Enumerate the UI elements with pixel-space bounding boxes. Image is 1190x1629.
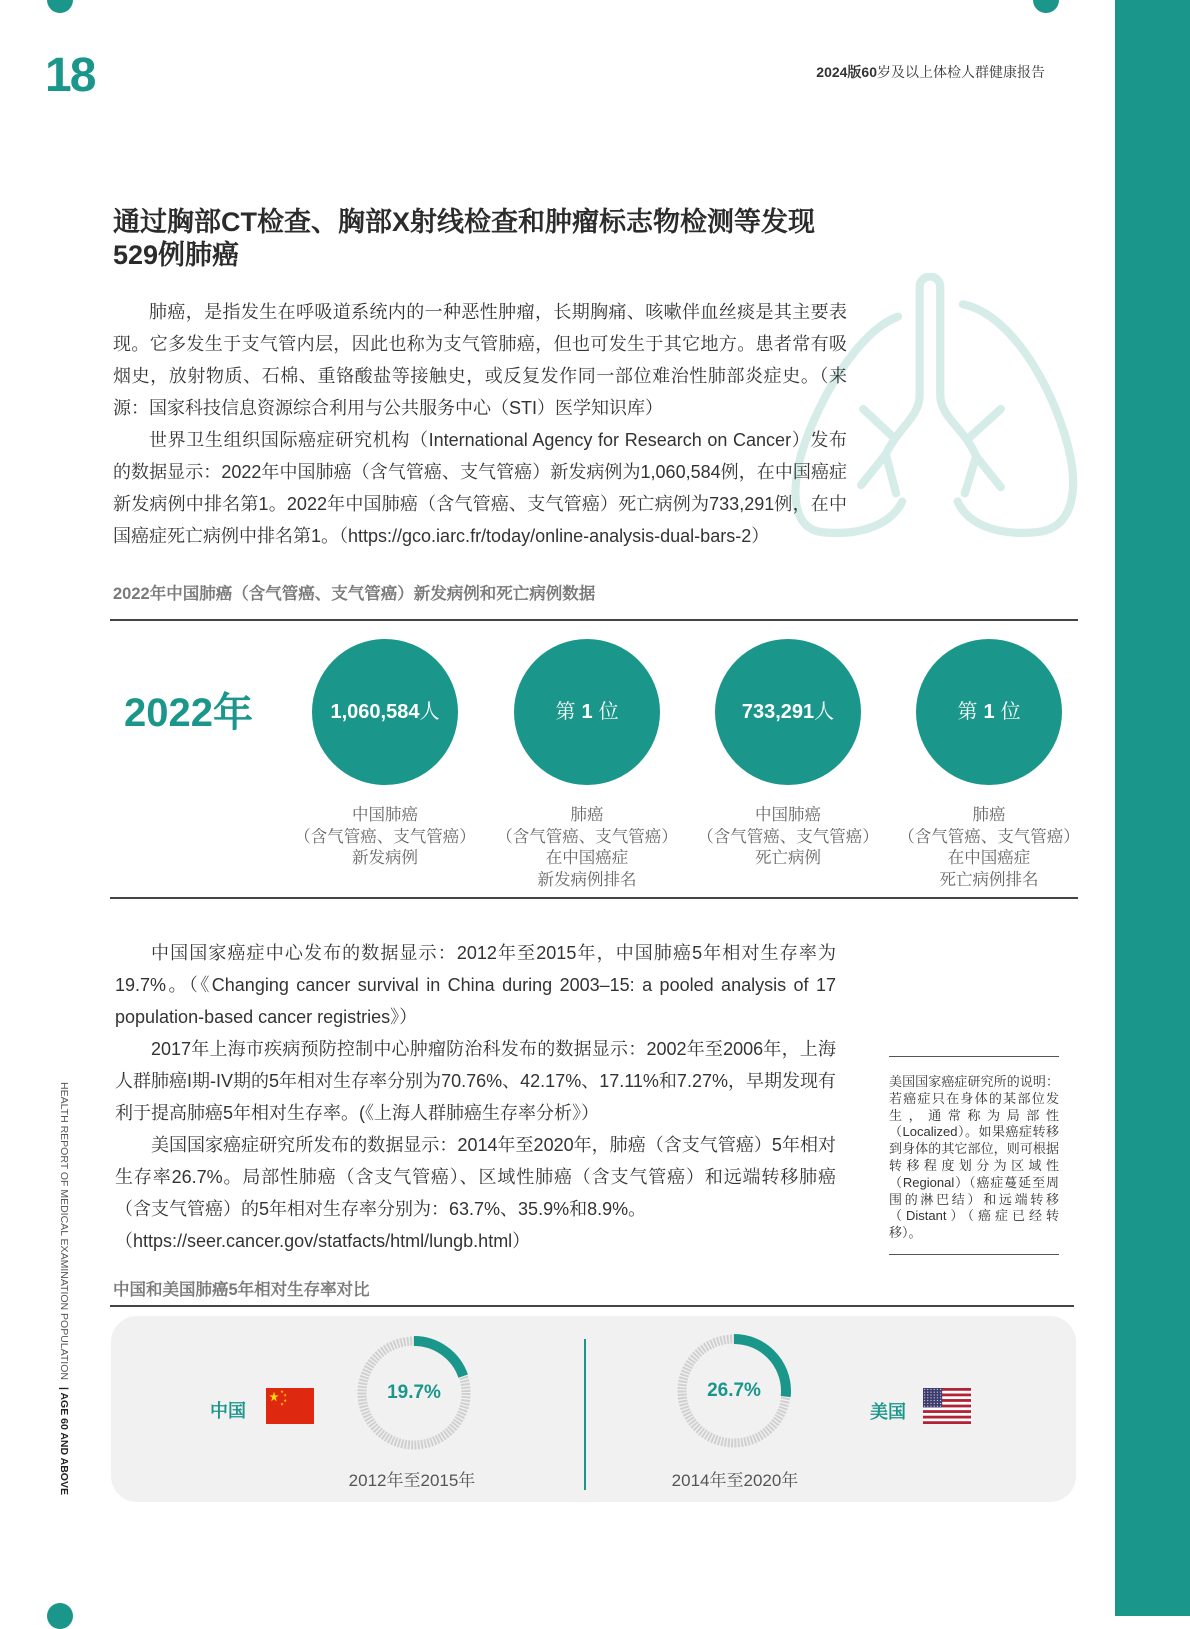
stat-prefix: 第	[555, 701, 576, 723]
caption-line: 肺癌	[972, 806, 1006, 824]
right-accent-bar	[1115, 0, 1190, 1616]
comparison-section-heading: 中国和美国肺癌5年相对生存率对比	[113, 1281, 370, 1299]
caption-line: 肺癌	[570, 806, 604, 824]
stat-unit: 位	[1000, 701, 1021, 723]
caption-line: 死亡病例排名	[939, 870, 1039, 889]
usa-label: 美国	[870, 1402, 906, 1422]
china-flag-icon	[266, 1388, 314, 1424]
caption-line: 新发病例	[352, 849, 418, 867]
stat-caption	[688, 805, 888, 870]
right-lung-outline	[958, 304, 1073, 533]
stat-unit: 位	[598, 701, 619, 723]
survival-comparison-panel	[111, 1316, 1076, 1502]
intro-paragraph: 肺癌，是指发生在呼吸道系统内的一种恶性肿瘤，长期胸痛、咳嗽伴血丝痰是其主要表现。它多发生于支气管内层，因此也称为支气管肺癌，但也可发生于其它地方。患者常有吸烟史，放射物质、石棉、重铬酸盐等接触史，或反复发作同一部位难治性肺部炎症史。（来源：国家科技信息资源综合利用与公共服务中心（STI）医学知识库）	[113, 302, 847, 418]
corner-dot-top-right	[1033, 0, 1059, 13]
survival-source: （https://seer.cancer.gov/statfacts/html/lungb.html）	[115, 1231, 531, 1251]
vertical-side-text	[57, 1082, 71, 1495]
sidebar-note	[889, 1056, 1059, 1255]
stat-prefix: 第	[957, 701, 978, 723]
caption-line: （含气管癌、支气管癌）	[898, 827, 1080, 846]
china-label: 中国	[210, 1401, 246, 1421]
title-line: 529例肺癌	[113, 240, 240, 270]
caption-line: 在中国癌症	[947, 849, 1031, 867]
survival-text	[115, 937, 836, 1257]
stat-deaths-rank	[889, 639, 1089, 891]
survival-paragraph: 中国国家癌症中心发布的数据显示：2012年至2015年，中国肺癌5年相对生存率为19.7%。（《Changing cancer survival in China during 2003–15: a pooled analysis of 17 population-based cancer registries》）	[115, 943, 836, 1027]
side-text-main: HEALTH REPORT OF MEDICAL EXAMINATION POPULATION	[58, 1082, 70, 1380]
header-title-rest: 岁及以上体检人群健康报告	[877, 64, 1045, 80]
intro-text	[113, 296, 847, 552]
stat-caption	[889, 805, 1089, 891]
caption-line: （含气管癌、支气管癌）	[697, 827, 879, 846]
stat-unit: 人	[419, 701, 440, 723]
stat-caption	[285, 805, 485, 870]
article-title	[113, 206, 873, 272]
trachea-outline	[920, 276, 941, 394]
caption-line: 新发病例排名	[537, 870, 637, 889]
survival-paragraph: 美国国家癌症研究所发布的数据显示：2014年至2020年，肺癌（含支气管癌）5年相对生存率26.7%。局部性肺癌（含支气管癌）、区域性肺癌（含支气管癌）和远端转移肺癌（含支气管癌）的5年相对生存率分别为：63.7%、35.9%和8.9%。	[115, 1135, 836, 1219]
report-title-header	[816, 63, 1045, 81]
stat-circle	[916, 639, 1062, 785]
stats-top-rule	[110, 619, 1078, 621]
left-bronchus	[886, 395, 920, 455]
usa-period: 2014年至2020年	[671, 1471, 799, 1490]
caption-line: 在中国癌症	[545, 849, 629, 867]
caption-line: （含气管癌、支气管癌）	[294, 827, 476, 846]
china-rate-label: 19.7%	[387, 1382, 441, 1403]
stat-value: 1	[581, 701, 593, 723]
stats-section-heading: 2022年中国肺癌（含气管癌、支气管癌）新发病例和死亡病例数据	[113, 585, 596, 603]
caption-line: 中国肺癌	[352, 806, 418, 824]
usa-flag-icon	[923, 1388, 971, 1424]
stat-deaths	[688, 639, 888, 870]
intro-paragraph: 世界卫生组织国际癌症研究机构（International Agency for Research on Cancer）发布的数据显示：2022年中国肺癌（含气管癌、支气管癌）新发病例为1,060,584例，在中国癌症新发病例中排名第1。2022年中国肺癌（含气管癌、支气管癌）死亡病例为733,291例，在中国癌症死亡病例中排名第1。（https://gco.iarc.fr/today/online-analysis-dual-bars-2）	[113, 430, 847, 546]
sidebar-note-text: 美国国家癌症研究所的说明：若癌症只在身体的某部位发生，通常称为局部性（Localized）。如果癌症转移到身体的其它部位，则可根据转移程度划分为区域性（Regional）（癌症蔓延至周围的淋巴结）和远端转移（Distant）（癌症已经转移）。	[889, 1074, 1059, 1241]
comparison-divider	[584, 1339, 586, 1490]
stat-circle	[514, 639, 660, 785]
china-period: 2012年至2015年	[348, 1471, 476, 1490]
stat-value: 733,291	[741, 701, 815, 723]
side-text-bold: | AGE 60 AND ABOVE	[58, 1386, 70, 1495]
comparison-rule	[110, 1305, 1074, 1307]
stats-bottom-rule	[110, 897, 1078, 899]
title-line: 通过胸部CT检查、胸部X射线检查和肿瘤标志物检测等发现	[113, 207, 815, 237]
stat-circle	[312, 639, 458, 785]
stat-caption	[487, 805, 687, 891]
page-number: 18	[45, 49, 95, 102]
header-title-bold: 2024版60	[816, 64, 877, 80]
year-label: 2022年	[124, 691, 253, 735]
corner-dot-bottom-left	[47, 1603, 73, 1629]
caption-line: （含气管癌、支气管癌）	[496, 827, 678, 846]
survival-paragraph: 2017年上海市疾病预防控制中心肿瘤防治科发布的数据显示：2002年至2006年，上海人群肺癌I期-IV期的5年相对生存率分别为70.76%、42.17%、17.11%和7.27%，早期发现有利于提高肺癌5年相对生存率。(《上海人群肺癌生存率分析》）	[115, 1039, 836, 1123]
stat-new-cases-rank	[487, 639, 687, 891]
stat-circle	[715, 639, 861, 785]
caption-line: 死亡病例	[755, 849, 821, 867]
stat-new-cases	[285, 639, 485, 870]
stat-value: 1	[983, 701, 995, 723]
stat-unit: 人	[814, 701, 835, 723]
caption-line: 中国肺癌	[755, 806, 821, 824]
usa-rate-label: 26.7%	[707, 1380, 761, 1401]
corner-dot-top-left	[47, 0, 73, 13]
right-bronchus	[940, 395, 976, 457]
stat-value: 1,060,584	[330, 701, 420, 723]
